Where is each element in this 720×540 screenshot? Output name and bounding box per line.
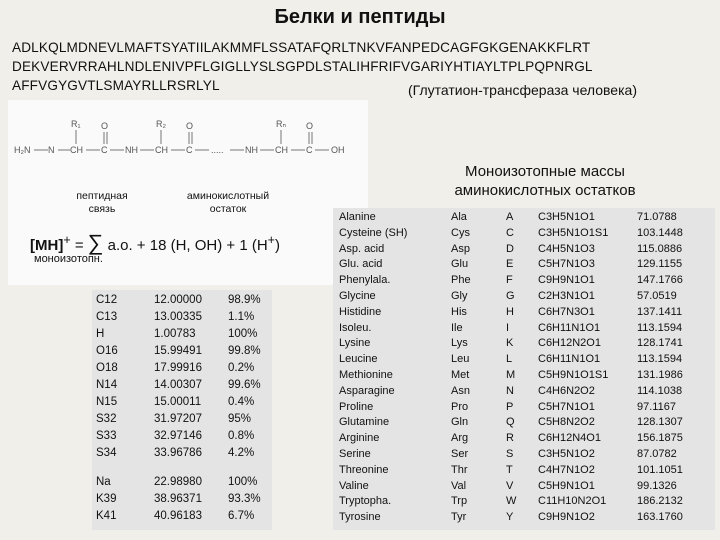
residue-formula: C4H6N2O2: [538, 384, 595, 397]
amino-acid-name: Isoleu.: [339, 321, 372, 334]
peptide-bond-label: [52, 190, 152, 216]
svg-text:NH: NH: [245, 145, 258, 155]
residue-mass: 103.1448: [637, 226, 683, 239]
peptide-structure-diagram: [8, 100, 368, 200]
amino-acid-table-title: [400, 162, 690, 200]
title-line: аминокислотных остатков: [454, 182, 636, 199]
one-letter-code: T: [506, 463, 513, 476]
table-row: [333, 211, 715, 227]
table-row: [92, 311, 272, 328]
table-row: [333, 353, 715, 369]
sequence-line: ADLKQLMDNEVLMAFTSYATIILAKMMFLSSATAFQRLTNKVFANPEDCAGFGKGENAKKFLRT: [12, 40, 591, 55]
three-letter-code: Val: [451, 479, 467, 492]
three-letter-code: Ala: [451, 211, 467, 223]
equation-rhs-end: ): [274, 237, 280, 254]
residue-formula: C5H8N2O2: [538, 416, 595, 429]
table-row: [333, 448, 715, 464]
one-letter-code: C: [506, 226, 514, 239]
isotope-abundance: 1.1%: [228, 311, 255, 323]
svg-text:C: C: [306, 145, 313, 155]
one-letter-code: G: [506, 290, 515, 302]
isotope-mass: 17.99916: [154, 362, 202, 374]
one-letter-code: E: [506, 258, 514, 271]
isotope-abundance: 99.6%: [228, 379, 261, 391]
table-row: [333, 495, 715, 511]
svg-text:CH: CH: [155, 145, 168, 155]
residue-formula: C11H10N2O1: [538, 495, 607, 508]
table-row: [92, 379, 272, 396]
residue-formula: C5H7N1O1: [538, 400, 595, 413]
amino-acid-name: Lysine: [339, 337, 371, 350]
amino-acid-name: Methionine: [339, 369, 393, 381]
one-letter-code: A: [506, 211, 514, 223]
table-row: [333, 274, 715, 290]
amino-acid-name: Asp. acid: [339, 242, 385, 255]
svg-text:O: O: [101, 121, 109, 131]
isotope-name: N15: [96, 396, 118, 408]
isotope-mass: 22.98980: [154, 476, 202, 488]
three-letter-code: Thr: [451, 463, 468, 476]
table-row: [333, 227, 715, 243]
amino-acid-name: Proline: [339, 400, 374, 413]
table-row: [333, 337, 715, 353]
isotope-name: K41: [96, 510, 117, 522]
isotope-name: N14: [96, 379, 118, 391]
table-row: [92, 362, 272, 379]
table-row: [92, 510, 272, 527]
residue-formula: C3H5N1O1: [538, 211, 595, 223]
one-letter-code: Y: [506, 511, 514, 524]
isotope-mass: 38.96371: [154, 493, 202, 505]
isotope-abundance: 98.9%: [228, 294, 261, 306]
residue-mass: 87.0782: [637, 448, 677, 460]
table-row: [333, 322, 715, 338]
residue-mass: 156.1875: [637, 432, 683, 445]
one-letter-code: S: [506, 448, 514, 460]
svg-text:O: O: [306, 121, 314, 131]
residue-mass: 101.1051: [637, 463, 683, 476]
three-letter-code: Phe: [451, 274, 471, 287]
equation-rhs: а.о. + 18 (H, OH) + 1 (H: [107, 237, 268, 254]
table-row: [92, 476, 272, 493]
residue-formula: C4H7N1O2: [538, 463, 595, 476]
table-row: [333, 290, 715, 306]
amino-acid-name: Threonine: [339, 463, 389, 476]
svg-text:O: O: [186, 121, 194, 131]
table-row: [333, 416, 715, 432]
amino-acid-name: Glycine: [339, 290, 376, 302]
amino-acid-name: Glu. acid: [339, 258, 383, 271]
one-letter-code: R: [506, 432, 514, 445]
residue-formula: C6H11N1O1: [538, 321, 601, 334]
monoisotopic-label: моноизотопн.: [34, 253, 103, 265]
residue-formula: C6H12N2O1: [538, 337, 601, 350]
table-row: [333, 464, 715, 480]
one-letter-code: M: [506, 369, 516, 381]
one-letter-code: L: [506, 353, 513, 366]
one-letter-code: V: [506, 479, 514, 492]
three-letter-code: Arg: [451, 432, 469, 445]
residue-mass: 131.1986: [637, 369, 683, 381]
table-row: [333, 385, 715, 401]
one-letter-code: P: [506, 400, 514, 413]
table-row: [333, 369, 715, 385]
isotope-mass: 14.00307: [154, 379, 202, 391]
one-letter-code: H: [506, 305, 514, 318]
isotope-mass: 15.00011: [154, 396, 202, 408]
residue-formula: C9H9N1O2: [538, 511, 595, 524]
isotope-mass: 13.00335: [154, 311, 202, 323]
residue-formula: C6H7N3O1: [538, 305, 595, 318]
one-letter-code: N: [506, 384, 514, 397]
equation-lhs-sup: +: [63, 233, 71, 247]
equation-equals: =: [74, 237, 84, 254]
amino-acid-name: Tyrosine: [339, 511, 381, 524]
residue-formula: C5H7N1O3: [538, 258, 595, 271]
r-group: R₂: [156, 119, 166, 129]
oh-text: OH: [331, 145, 345, 155]
table-row: [92, 413, 272, 430]
residue-formula: C3H5N1O1S1: [538, 226, 609, 239]
amino-acid-table: [333, 208, 715, 530]
table-row: [92, 396, 272, 413]
amino-acid-name: Phenylala.: [339, 274, 391, 287]
one-letter-code: D: [506, 242, 514, 255]
isotope-name: S33: [96, 430, 117, 442]
residue-mass: 128.1741: [637, 337, 683, 350]
isotope-mass: 1.00783: [154, 328, 196, 340]
amino-acid-name: Tryptopha.: [339, 495, 392, 508]
one-letter-code: W: [506, 495, 517, 508]
three-letter-code: Asn: [451, 384, 470, 397]
isotope-abundance: 100%: [228, 476, 258, 488]
sequence-line: DEKVERVRRAHLNDLENIVPFLGIGLLYSLSGPDLSTALIHFRIFVGARIYHTIAYLTPLPQPNRGL: [12, 59, 593, 74]
amino-acid-name: Histidine: [339, 305, 382, 318]
one-letter-code: K: [506, 337, 514, 350]
equation-lhs: [MH]: [30, 237, 64, 254]
isotope-abundance: 99.8%: [228, 345, 261, 357]
residue-mass: 113.1594: [637, 353, 683, 366]
residue-mass: 71.0788: [637, 211, 677, 223]
residue-formula: C2H3N1O1: [538, 290, 595, 302]
isotope-name: Na: [96, 476, 111, 488]
isotope-name: S34: [96, 447, 117, 459]
isotope-name: O16: [96, 345, 118, 357]
three-letter-code: Gly: [451, 290, 468, 302]
three-letter-code: Pro: [451, 400, 469, 413]
residue-mass: 147.1766: [637, 274, 683, 287]
amino-acid-name: Serine: [339, 448, 371, 460]
svg-text:.....: .....: [211, 145, 224, 155]
isotope-abundance: 4.2%: [228, 447, 255, 459]
sequence-line: AFFVGYGVTLSMAYRLLRSRLYL: [12, 78, 220, 93]
amino-acid-name: Alanine: [339, 211, 376, 223]
isotope-mass: 12.00000: [154, 294, 202, 306]
table-row: [92, 447, 272, 464]
sum-symbol: ∑: [87, 230, 104, 255]
amino-acid-name: Asparagine: [339, 384, 395, 397]
residue-label: [168, 190, 288, 216]
svg-text:CH: CH: [70, 145, 83, 155]
isotope-name: S32: [96, 413, 117, 425]
h2n-text: H₂N: [14, 145, 31, 155]
isotope-mass: 31.97207: [154, 413, 202, 425]
three-letter-code: Ile: [451, 321, 463, 334]
isotope-abundance: 93.3%: [228, 493, 261, 505]
amino-acid-name: Leucine: [339, 353, 378, 366]
residue-mass: 129.1155: [637, 258, 683, 271]
residue-mass: 163.1760: [637, 511, 683, 524]
three-letter-code: Glu: [451, 258, 469, 271]
residue-formula: C4H5N1O3: [538, 242, 595, 255]
three-letter-code: Ser: [451, 448, 469, 460]
residue-formula: C9H9N1O1: [538, 274, 595, 287]
page-title: Белки и пептиды: [274, 6, 446, 28]
svg-text:NH: NH: [125, 145, 138, 155]
residue-mass: 137.1411: [637, 305, 683, 318]
svg-text:N: N: [48, 145, 55, 155]
isotope-name: C13: [96, 311, 118, 323]
residue-formula: C6H11N1O1: [538, 353, 601, 366]
table-row: [333, 480, 715, 496]
svg-text:CH: CH: [275, 145, 288, 155]
one-letter-code: Q: [506, 416, 515, 429]
isotope-abundance: 6.7%: [228, 510, 255, 522]
label-line: связь: [88, 203, 116, 215]
table-row: [333, 401, 715, 417]
three-letter-code: Met: [451, 369, 470, 381]
residue-mass: 114.1038: [637, 384, 683, 397]
isotope-name: C12: [96, 294, 118, 306]
one-letter-code: F: [506, 274, 513, 287]
isotope-abundance: 0.2%: [228, 362, 255, 374]
table-row: [92, 493, 272, 510]
label-line: остаток: [209, 203, 247, 215]
residue-mass: 128.1307: [637, 416, 683, 429]
residue-mass: 186.2132: [637, 495, 683, 508]
table-row: [333, 306, 715, 322]
residue-formula: C3H5N1O2: [538, 448, 595, 460]
table-row: [333, 258, 715, 274]
residue-mass: 115.0886: [637, 242, 683, 255]
three-letter-code: Asp: [451, 242, 470, 255]
amino-acid-name: Valine: [339, 479, 369, 492]
isotope-mass: 40.96183: [154, 510, 202, 522]
three-letter-code: Gln: [451, 416, 469, 429]
table-row: [92, 345, 272, 362]
table-row: [333, 511, 715, 527]
table-row: [333, 432, 715, 448]
residue-formula: C6H12N4O1: [538, 432, 601, 445]
isotope-abundance: 0.8%: [228, 430, 255, 442]
three-letter-code: Leu: [451, 353, 470, 366]
isotope-abundance: 95%: [228, 413, 252, 425]
isotope-name: K39: [96, 493, 117, 505]
isotope-mass: 32.97146: [154, 430, 202, 442]
r-group: Rₙ: [276, 119, 287, 129]
amino-acid-name: Arginine: [339, 432, 380, 445]
sequence-note: (Глутатион-трансфераза человека): [408, 82, 637, 98]
three-letter-code: Tyr: [451, 511, 467, 524]
isotope-abundance: 0.4%: [228, 396, 255, 408]
three-letter-code: Trp: [451, 495, 468, 508]
residue-mass: 113.1594: [637, 321, 683, 334]
equation-rhs-sup: +: [267, 233, 275, 247]
title-line: Моноизотопные массы: [465, 163, 625, 180]
residue-formula: C5H9N1O1S1: [538, 369, 609, 381]
label-line: пептидная: [76, 190, 128, 202]
residue-mass: 99.1326: [637, 479, 677, 492]
isotope-name: H: [96, 328, 105, 340]
three-letter-code: His: [451, 305, 467, 318]
svg-text:C: C: [101, 145, 108, 155]
three-letter-code: Cys: [451, 226, 470, 239]
three-letter-code: Lys: [451, 337, 468, 350]
isotope-name: O18: [96, 362, 118, 374]
residue-mass: 57.0519: [637, 290, 677, 302]
table-row: [92, 430, 272, 447]
table-row: [92, 328, 272, 345]
isotope-mass: 33.96786: [154, 447, 202, 459]
r-group: R₁: [71, 119, 81, 129]
one-letter-code: I: [506, 321, 510, 334]
svg-text:C: C: [186, 145, 193, 155]
table-row: [92, 294, 272, 311]
label-line: аминокислотный: [186, 190, 270, 202]
table-row: [333, 243, 715, 259]
isotope-table: [92, 290, 272, 530]
residue-formula: C5H9N1O1: [538, 479, 595, 492]
residue-mass: 97.1167: [637, 400, 676, 413]
isotope-abundance: 100%: [228, 328, 258, 340]
isotope-mass: 15.99491: [154, 345, 202, 357]
amino-acid-name: Cysteine (SH): [339, 226, 408, 239]
amino-acid-name: Glutamine: [339, 416, 390, 429]
